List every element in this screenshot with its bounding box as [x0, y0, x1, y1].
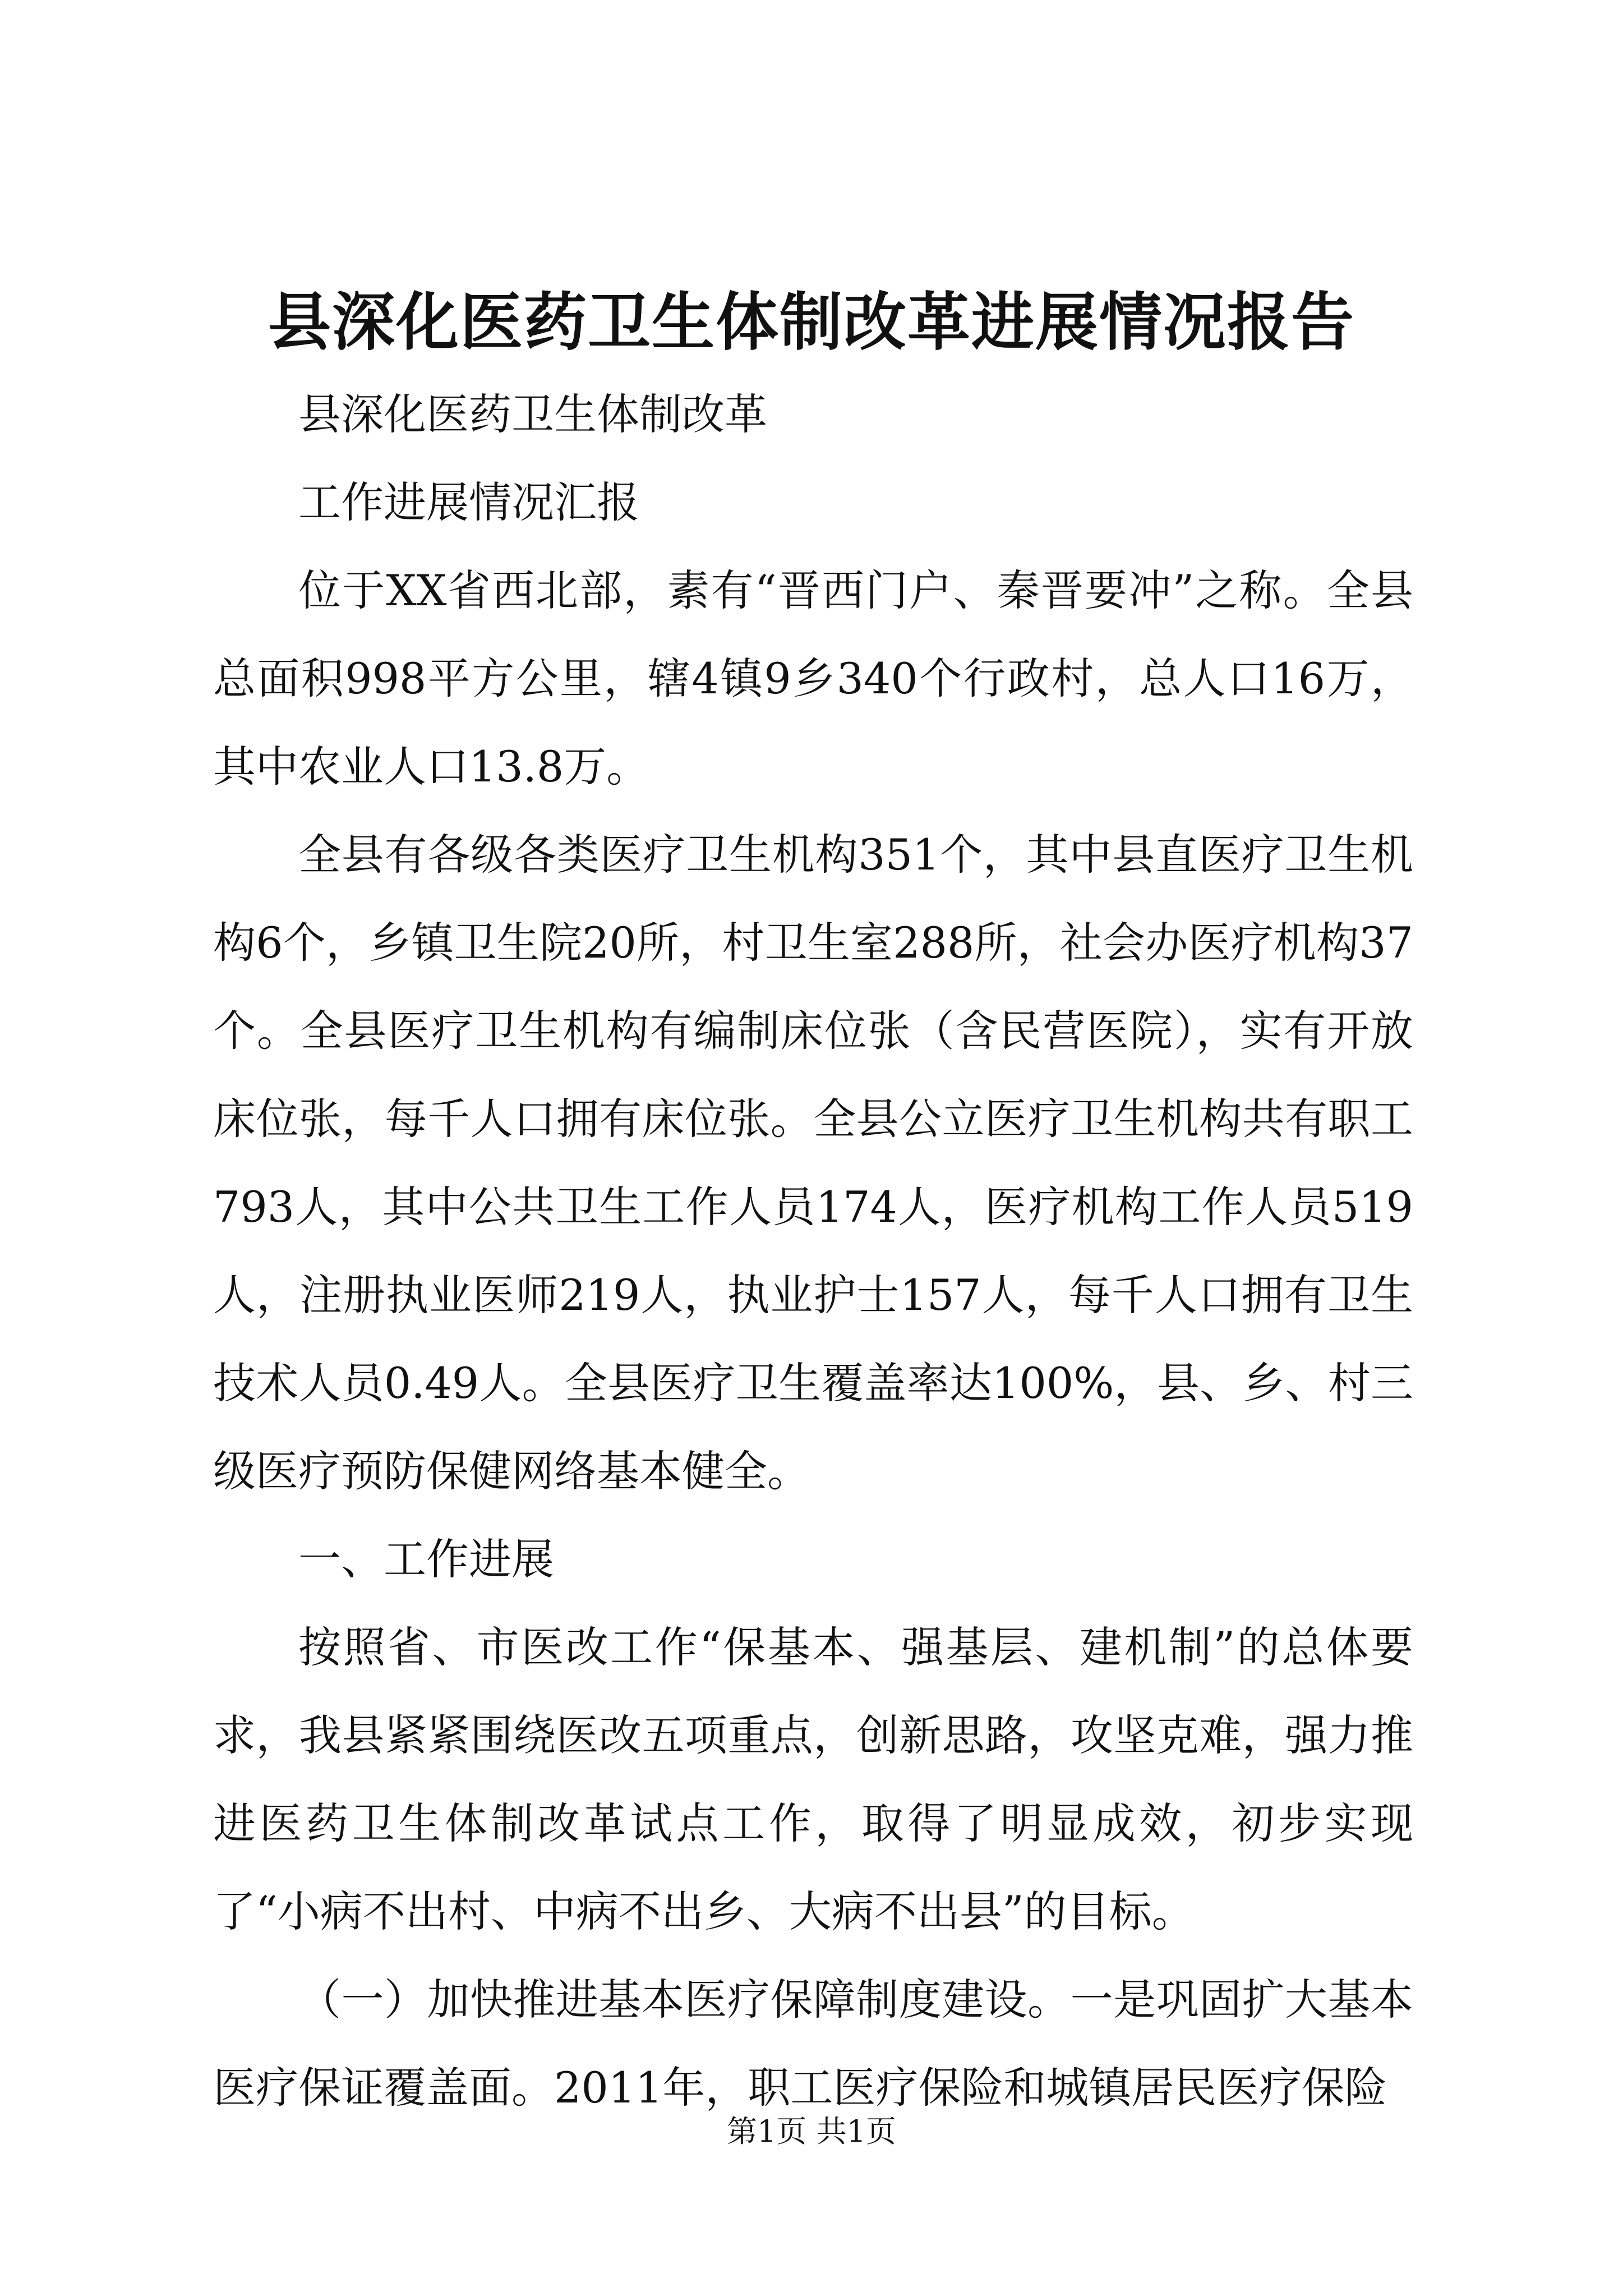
document-title: 县深化医药卫生体制改革进展情况报告 — [268, 286, 1355, 359]
paragraph-county-overview: 位于XX省西北部，素有“晋西门户、秦晋要冲”之称。全县总面积998平方公里，辖4镇9乡340个行政村，总人口16万，其中农业人口13.8万。 — [213, 565, 1413, 792]
document-body — [213, 370, 1413, 2132]
paragraph-medical-institutions: 全县有各级各类医疗卫生机构351个，其中县直医疗卫生机构6个，乡镇卫生院20所，村卫生室288所，社会办医疗机构37个。全县医疗卫生机构有编制床位张（含民营医院），实有开放床位张，每千人口拥有床位张。全县公立医疗卫生机构共有职工793人，其中公共卫生工作人员174人，医疗机构工作人员519人，注册执业医师219人，执业护士157人，每千人口拥有卫生技术人员0.49人。全县医疗卫生覆盖率达100%，县、乡、村三级医疗预防保健网络基本健全。 — [213, 830, 1413, 1496]
subtitle-line-1: 县深化医药卫生体制改革 — [298, 389, 767, 439]
subtitle-line-2: 工作进展情况汇报 — [298, 477, 639, 527]
paragraph-reform-summary: 按照省、市医改工作“保基本、强基层、建机制”的总体要求，我县紧紧围绕医改五项重点，创新思路，攻坚克难，强力推进医药卫生体制改革试点工作，取得了明显成效，初步实现了“小病不出村、中病不出乡、大病不出县”的目标。 — [213, 1622, 1413, 1936]
page-footer: 第1页 共1页 — [727, 2114, 896, 2149]
paragraph-medical-insurance: （一）加快推进基本医疗保障制度建设。一是巩固扩大基本医疗保证覆盖面。2011年，职工医疗保险和城镇居民医疗保险 — [213, 1975, 1413, 2113]
section-heading-work-progress: 一、工作进展 — [298, 1534, 554, 1584]
